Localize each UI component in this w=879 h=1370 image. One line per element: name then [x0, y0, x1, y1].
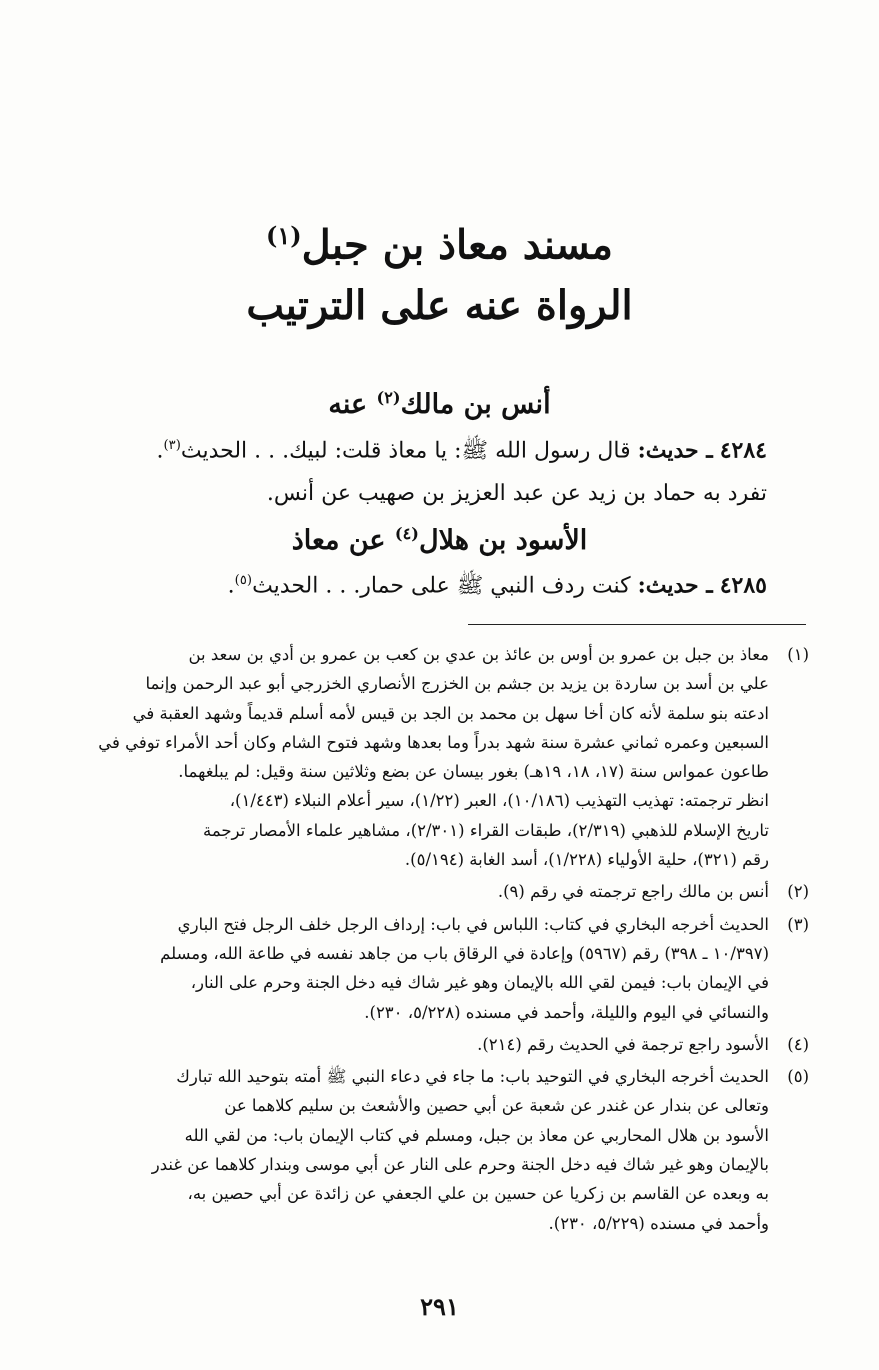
- footnote-mark: (٤): [787, 1034, 809, 1054]
- footnote-line: انظر ترجمته: تهذيب التهذيب (١٠/١٨٦)، العبر (١/٢٢)، سير أعلام النبلاء (١/٤٤٣)،: [229, 791, 769, 811]
- footnote-4: [61, 1030, 809, 1059]
- hadith-text: كنت ردف النبي ﷺ على حمار. . . الحديث: [252, 573, 631, 599]
- section-heading-text: أنس بن مالك: [400, 389, 551, 420]
- footnote-mark: (١): [787, 645, 809, 664]
- footnote-line: أنس بن مالك راجع ترجمته في رقم (٩).: [497, 882, 769, 902]
- hadith-entry: [70, 563, 767, 604]
- musnad-title: [0, 206, 879, 275]
- tafarrud-note: تفرد به حماد بن زيد عن عبد العزيز بن صهيب عن أنس.: [266, 481, 767, 506]
- footnote-mark: (٢): [787, 882, 809, 902]
- footnote-ref: (١): [266, 221, 302, 250]
- hadith-number: ٤٢٨٥: [719, 572, 767, 599]
- footnote-5: [61, 1062, 809, 1238]
- footnote-separator: [468, 624, 806, 625]
- footnote-line: علي بن أسد بن ساردة بن يزيد بن جشم بن الخزرج الأنصاري الخزرجي أبو عبد الرحمن وإنما: [145, 674, 769, 694]
- hadith-text: قال رسول الله ﷺ: يا معاذ قلت: لبيك. . . الحديث: [180, 438, 631, 464]
- footnote-line: وأحمد في مسنده (٥/٢٢٩، ٢٣٠).: [548, 1213, 769, 1233]
- footnote-line: في الإيمان باب: فيمن لقي الله بالإيمان وهو غير شاك فيه دخل الجنة وحرم على النار،: [190, 973, 769, 993]
- footnote-line: الأسود راجع ترجمة في الحديث رقم (٢١٤).: [477, 1034, 769, 1054]
- hadith-entry: [70, 428, 767, 469]
- footnote-3: [61, 910, 809, 1027]
- hadith-label: ـ حديث:: [637, 437, 713, 464]
- footnote-line: السبعين وعمره ثماني عشرة سنة شهد بدراً وما بعدها وشهد فتوح الشام وكان أحد الأمراء توفي في: [98, 732, 769, 752]
- footnote-line: (١٠/٣٩٧ ـ ٣٩٨) رقم (٥٩٦٧) وإعادة في الرقاق باب من جاهد نفسه في طاعة الله، ومسلم: [160, 943, 769, 963]
- footnote-line: معاذ بن جبل بن عمرو بن أوس بن عائذ بن عدي بن كعب بن عمرو بن أدي بن سعد بن: [188, 645, 769, 664]
- footnote-line: ادعته بنو سلمة لأنه كان أخا سهل بن محمد بن الجد بن قيس لأمه أسلم قديماً وشهد العقبة في: [132, 703, 769, 723]
- narrators-subtitle: الرواة عنه على الترتيب: [246, 282, 633, 329]
- hadith-number: ٤٢٨٤: [719, 437, 767, 464]
- footnote-line: بالإيمان وهو غير شاك فيه دخل الجنة وحرم على النار عن أبي موسى وبندار كلاهما عن غندر: [151, 1155, 769, 1175]
- footnote-line: الحديث أخرجه البخاري في التوحيد باب: ما جاء في دعاء النبي ﷺ أمته بتوحيد الله تبارك: [176, 1067, 769, 1087]
- hadith-end: .: [227, 573, 235, 599]
- footnote-line: وتعالى عن بندار عن غندر عن شعبة عن أبي حصين والأشعث بن سليم كلاهما عن: [224, 1096, 769, 1116]
- hadith-end: .: [156, 438, 164, 464]
- footnote-mark: (٣): [787, 914, 809, 934]
- footnote-mark: (٥): [787, 1067, 809, 1087]
- footnote-ref: (٥): [234, 573, 253, 588]
- footnote-line: تاريخ الإسلام للذهبي (٢/٣١٩)، طبقات القراء (٢/٣٠١)، مشاهير علماء الأمصار ترجمة: [202, 820, 769, 840]
- section-heading-suffix: عنه: [328, 389, 368, 420]
- musnad-title-text: مسند معاذ بن جبل: [301, 221, 613, 269]
- page-number: ٢٩١: [420, 1292, 459, 1321]
- footnote-line: رقم (٣٢١)، حلية الأولياء (١/٢٢٨)، أسد الغابة (٥/١٩٤).: [404, 850, 769, 870]
- footnote-line: والنسائي في اليوم والليلة، وأحمد في مسنده (٥/٢٢٨، ٢٣٠).: [364, 1002, 769, 1022]
- footnote-ref: (٤): [394, 524, 419, 543]
- section-heading-text: الأسود بن هلال: [418, 525, 588, 556]
- footnotes: [61, 640, 809, 1241]
- footnote-2: [61, 877, 809, 906]
- footnote-line: الأسود بن هلال المحاربي عن معاذ بن جبل، ومسلم في كتاب الإيمان باب: من لقي الله: [184, 1125, 769, 1145]
- footnote-line: الحديث أخرجه البخاري في كتاب: اللباس في باب: إرداف الرجل خلف الرجل فتح الباري: [177, 914, 769, 934]
- hadith-label: ـ حديث:: [637, 572, 713, 599]
- footnote-ref: (٣): [163, 438, 181, 453]
- footnote-ref: (٢): [376, 388, 401, 407]
- footnote-line: به وبعده عن القاسم بن زكريا عن حسين بن علي الجعفي عن زائدة عن أبي حصين به،: [187, 1184, 769, 1204]
- section-heading-anas: [0, 378, 879, 425]
- footnote-line: طاعون عمواس سنة (١٧، ١٨، ١٩هـ) بغور بيسان عن بضع وثلاثين سنة وقيل: لم يبلغهما.: [178, 762, 769, 782]
- footnote-1: [61, 640, 809, 874]
- section-heading-suffix: عن معاذ: [291, 525, 386, 556]
- section-heading-aswad: [0, 514, 879, 561]
